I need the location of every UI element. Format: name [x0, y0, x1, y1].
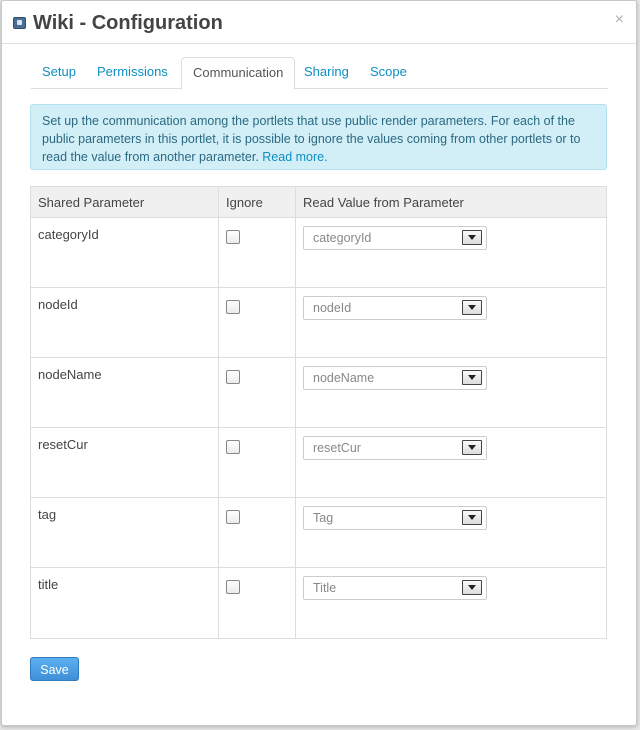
parameter-name: tag — [38, 507, 57, 522]
chevron-down-icon[interactable] — [462, 370, 482, 385]
parameter-name: nodeName — [38, 367, 102, 382]
chevron-down-icon[interactable] — [462, 510, 482, 525]
tab-setup[interactable]: Setup — [42, 64, 76, 79]
chevron-down-icon[interactable] — [462, 440, 482, 455]
parameter-name: categoryId — [38, 227, 99, 242]
ignore-checkbox[interactable] — [226, 440, 240, 454]
ignore-checkbox[interactable] — [226, 300, 240, 314]
parameter-name: title — [38, 577, 59, 592]
tab-communication[interactable]: Communication — [181, 57, 295, 90]
tab-bar — [31, 57, 608, 89]
select-value: Title — [313, 581, 337, 595]
read-value-select[interactable] — [303, 366, 487, 390]
parameter-name: resetCur — [38, 437, 88, 452]
info-alert — [30, 104, 607, 170]
select-value: nodeName — [313, 371, 375, 385]
table-row — [31, 218, 606, 288]
parameters-table — [30, 186, 607, 639]
table-row — [31, 498, 606, 568]
portlet-icon — [13, 17, 26, 29]
table-row — [31, 428, 606, 498]
header-ignore: Ignore — [226, 195, 263, 210]
save-button[interactable]: Save — [30, 657, 79, 681]
tab-sharing[interactable]: Sharing — [304, 64, 349, 79]
dialog-title: Wiki - Configuration — [33, 12, 223, 34]
dialog-titlebar — [2, 1, 636, 44]
read-value-select[interactable] — [303, 436, 487, 460]
chevron-down-icon[interactable] — [462, 300, 482, 315]
read-value-select[interactable] — [303, 506, 487, 530]
tab-scope[interactable]: Scope — [370, 64, 407, 79]
chevron-down-icon[interactable] — [462, 230, 482, 245]
ignore-checkbox[interactable] — [226, 230, 240, 244]
select-value: nodeId — [313, 301, 352, 315]
header-read-value: Read Value from Parameter — [303, 195, 464, 210]
read-value-select[interactable] — [303, 226, 487, 250]
select-value: categoryId — [313, 231, 372, 245]
table-row — [31, 568, 606, 638]
tab-permissions[interactable]: Permissions — [97, 64, 168, 79]
chevron-down-icon[interactable] — [462, 580, 482, 595]
parameter-name: nodeId — [38, 297, 78, 312]
ignore-checkbox[interactable] — [226, 580, 240, 594]
close-icon[interactable]: × — [614, 11, 624, 28]
table-header — [31, 187, 606, 218]
info-text: Set up the communication among the portlets that use public render parameters. For each of the public parameters in this portlet, it is possible to ignore the values coming from other portlets or to read the value from another parameter. — [42, 114, 581, 164]
table-row — [31, 358, 606, 428]
ignore-checkbox[interactable] — [226, 370, 240, 384]
select-value: Tag — [313, 511, 334, 525]
table-row — [31, 288, 606, 358]
read-more-link[interactable]: Read more. — [262, 150, 328, 164]
read-value-select[interactable] — [303, 576, 487, 600]
ignore-checkbox[interactable] — [226, 510, 240, 524]
read-value-select[interactable] — [303, 296, 487, 320]
header-shared-parameter: Shared Parameter — [38, 195, 145, 210]
select-value: resetCur — [313, 441, 361, 455]
